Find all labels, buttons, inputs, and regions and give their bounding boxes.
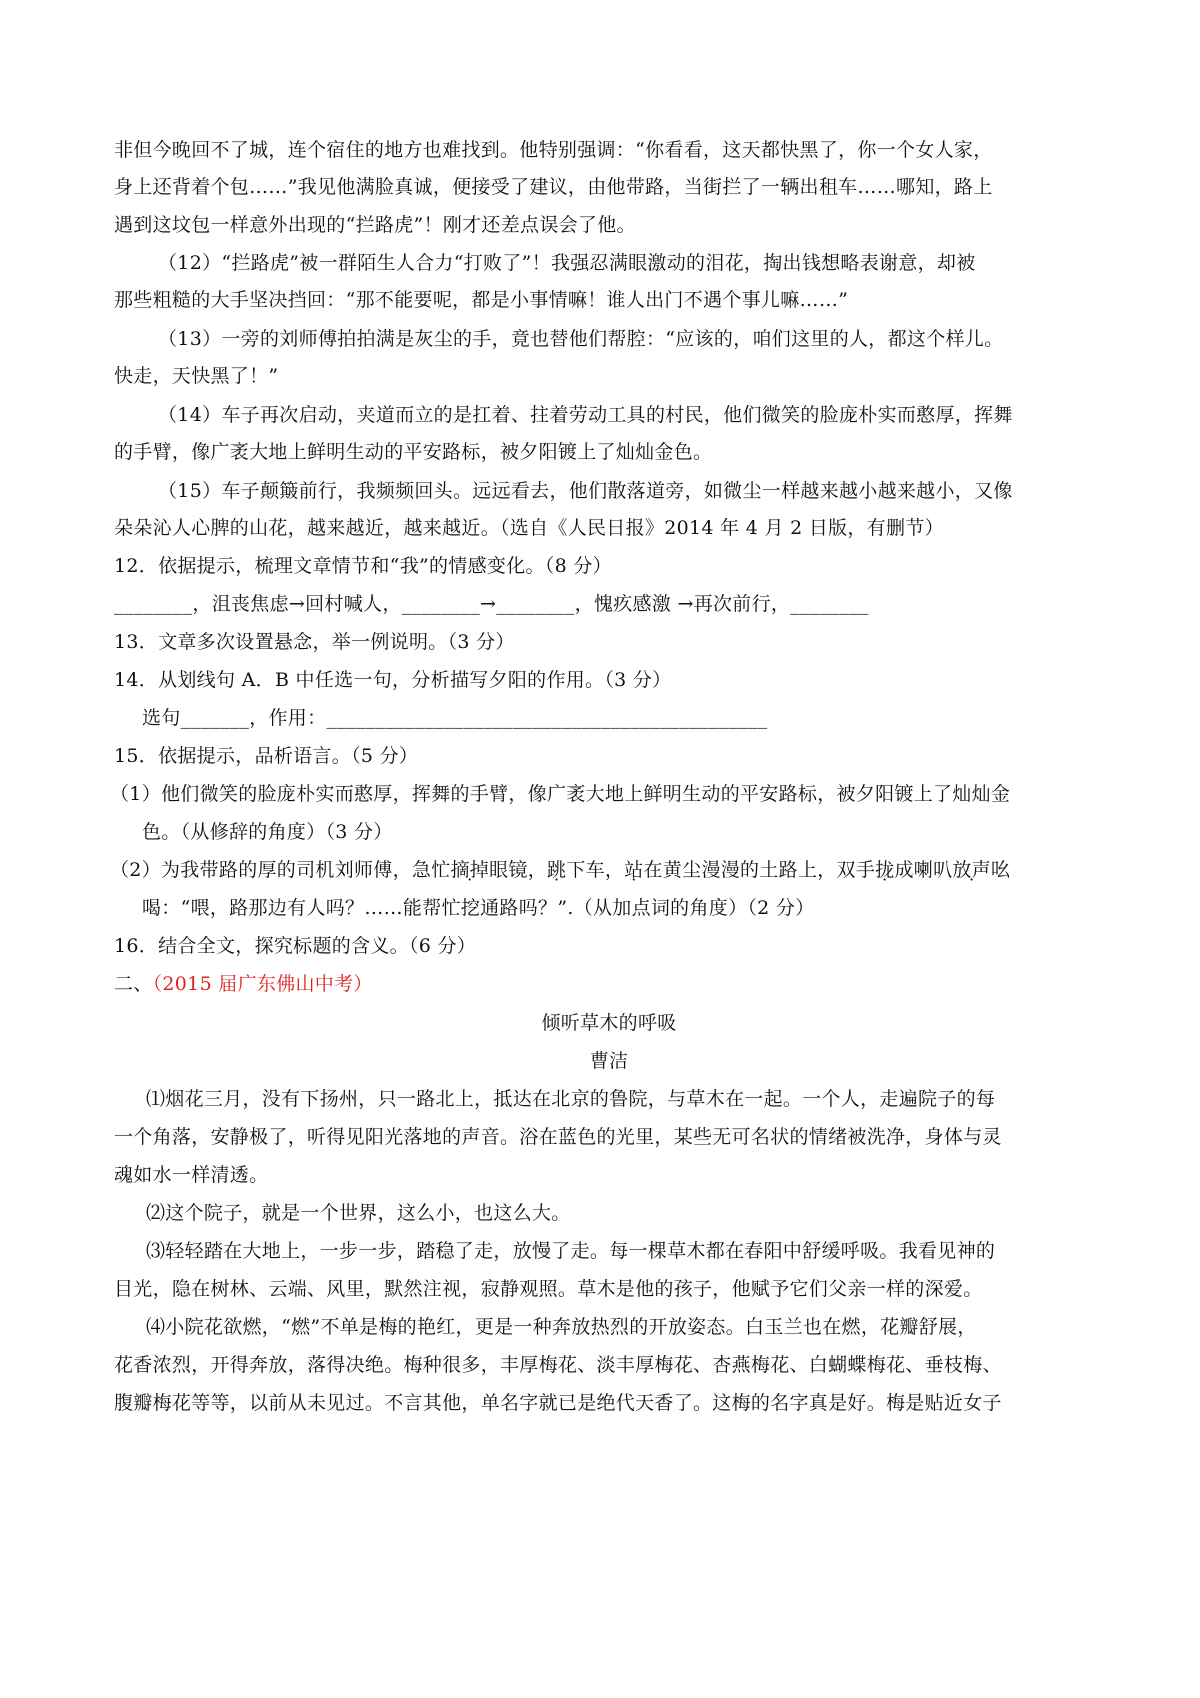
- paragraph-15-line2: 朵朵沁人心脾的山花，越来越近，越来越近。（选自《人民日报》2014 年 4 月 2 日版，有删节）: [114, 517, 944, 539]
- question-15: 15．依据提示，品析语言。（5 分）: [114, 745, 419, 767]
- text-segment: （2）为我带路的厚的司机刘师傅，急忙: [110, 859, 451, 881]
- dotted-word: 放声: [952, 859, 991, 881]
- reading-paragraph-1-line2: 一个角落，安静极了，听得见阳光落地的声音。浴在蓝色的光里，某些无可名状的情绪被洗净，身体与灵: [114, 1126, 1002, 1148]
- dotted-word: 拢: [875, 859, 895, 881]
- article-author: 曹洁: [589, 1050, 629, 1072]
- text-line: 遇到这坟包一样意外出现的“拦路虎”！刚才还差点误会了他。: [114, 214, 636, 236]
- paragraph-14-line2: 的手臂，像广袤大地上鲜明生动的平安路标，被夕阳镀上了灿灿金色。: [114, 441, 713, 463]
- reading-paragraph-4-line3: 腹瓣梅花等等，以前从未见过。不言其他，单名字就已是绝代天香了。这梅的名字真是好。梅是贴近女子: [114, 1392, 1002, 1414]
- paragraph-12-line2: 那些粗糙的大手坚决挡回：“那不能要呢，都是小事情嘛！谁人出门不遇个事儿嘛……”: [114, 289, 849, 311]
- text-segment: 成喇叭: [894, 859, 953, 881]
- text-segment: 吆: [990, 859, 1011, 881]
- text-line: 身上还背着个包……”我见他满脸真诚，便接受了建议，由他带路，当街拦了一辆出租车……哪知，路上: [114, 176, 993, 198]
- text-segment: 下车，: [566, 859, 625, 881]
- question-16: 16．结合全文，探究标题的含义。（6 分）: [114, 935, 477, 957]
- paragraph-15-line1: （15）车子颠簸前行，我频频回头。远远看去，他们散落道旁，如微尘一样越来越小越来越小，又像: [158, 480, 1013, 502]
- article-title: 倾听草木的呼吸: [541, 1012, 677, 1034]
- paragraph-13-line1: （13）一旁的刘师傅拍拍满是灰尘的手，竟也替他们帮腔：“应该的，咱们这里的人，都这个样儿。: [158, 328, 1004, 350]
- reading-paragraph-3-line2: 目光，隐在树林、云端、风里，默然注视，寂静观照。草木是他的孩子，他赋予它们父亲一样的深爱。: [114, 1278, 983, 1300]
- paragraph-12-line1: （12）“拦路虎”被一群陌生人合力“打败了”！我强忍满眼激动的泪花，掏出钱想略表谢意，却被: [158, 252, 976, 274]
- reading-paragraph-1-line1: ⑴烟花三月，没有下扬州，只一路北上，抵达在北京的鲁院，与草木在一起。一个人，走遍院子的每: [146, 1088, 996, 1110]
- reading-paragraph-3-line1: ⑶轻轻踏在大地上，一步一步，踏稳了走，放慢了走。每一棵草木都在春阳中舒缓呼吸。我看见神的: [146, 1240, 996, 1262]
- text-segment: 眼镜，: [489, 859, 548, 881]
- reading-paragraph-4-line1: ⑷小院花欲燃，“燃”不单是梅的艳红，更是一种奔放热烈的开放姿态。白玉兰也在燃，花瓣舒展，: [146, 1316, 977, 1338]
- paragraph-13-line2: 快走，天快黑了！”: [114, 365, 279, 387]
- question-12-blanks: ________，沮丧焦虑→回村喊人，________→________，愧疚感激 →再次前行，________: [114, 593, 869, 615]
- dotted-word: 摘掉: [450, 859, 490, 881]
- text-segment: 在黄尘漫漫的土路上，双手: [643, 859, 876, 881]
- question-14-blanks: 选句_______，作用：_____________________________________________: [142, 707, 768, 729]
- dotted-word: 站: [624, 859, 644, 881]
- question-15-2-line1: [110, 857, 1010, 883]
- question-14: 14．从划线句 A．B 中任选一句，分析描写夕阳的作用。（3 分）: [114, 669, 672, 691]
- section-source: （2015 届广东佛山中考）: [152, 973, 373, 995]
- question-15-1-line1: （1）他们微笑的脸庞朴实而憨厚，挥舞的手臂，像广袤大地上鲜明生动的平安路标，被夕阳镀上了灿灿金: [110, 783, 1011, 805]
- question-15-2-line2: 喝：“喂，路那边有人吗？……能帮忙挖通路吗？”.（从加点词的角度）（2 分）: [142, 897, 815, 919]
- paragraph-14-line1: （14）车子再次启动，夹道而立的是扛着、拄着劳动工具的村民，他们微笑的脸庞朴实而憨厚，挥舞: [158, 404, 1013, 426]
- reading-paragraph-2: ⑵这个院子，就是一个世界，这么小，也这么大。: [146, 1202, 571, 1224]
- section-number: 二、: [114, 973, 153, 995]
- reading-paragraph-4-line2: 花香浓烈，开得奔放，落得决绝。梅种很多，丰厚梅花、淡丰厚梅花、杏燕梅花、白蝴蝶梅花、垂枝梅、: [114, 1354, 1002, 1376]
- question-12: 12．依据提示，梳理文章情节和“我”的情感变化。（8 分）: [114, 555, 612, 577]
- text-line: 非但今晚回不了城，连个宿住的地方也难找到。他特别强调：“你看看，这天都快黑了，你一个女人家，: [114, 139, 993, 161]
- question-15-1-line2: 色。（从修辞的角度）（3 分）: [142, 821, 393, 843]
- question-13: 13．文章多次设置悬念，举一例说明。（3 分）: [114, 631, 515, 653]
- dotted-word: 跳: [547, 859, 567, 881]
- section-2-heading: [114, 971, 373, 997]
- reading-paragraph-1-line3: 魂如水一样清透。: [114, 1164, 269, 1186]
